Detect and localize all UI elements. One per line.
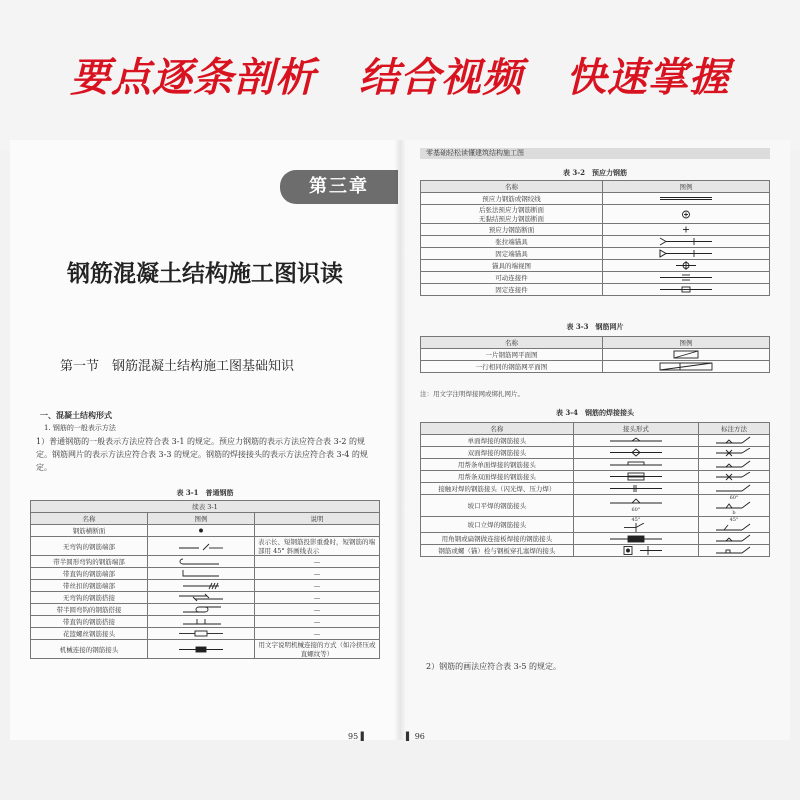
row-name: 带丝扣的钢筋端部 xyxy=(31,580,148,592)
row-name: 一行相同的钢筋网平面图 xyxy=(421,361,603,373)
groove-vertical-mark-icon xyxy=(699,517,770,533)
bar-end-slash-icon xyxy=(148,537,255,556)
row-name: 机械连接的钢筋接头 xyxy=(31,640,148,659)
row-name: 预应力钢筋或钢绞线 xyxy=(421,193,603,205)
table-continued-label: 续表 3-1 xyxy=(31,501,380,513)
lap-straight-icon xyxy=(148,616,255,628)
chapter-title: 钢筋混凝土结构施工图识读 xyxy=(67,260,343,287)
row-note: — xyxy=(255,556,380,568)
row-name: 预应力钢筋断面 xyxy=(421,224,603,236)
table-row xyxy=(31,616,380,628)
row-note: — xyxy=(255,616,380,628)
subsection-heading: 一、混凝土结构形式 xyxy=(40,410,112,420)
sub-subsection-heading: 1. 钢筋的一般表示方法 xyxy=(44,424,116,432)
row-name: 双面焊接的钢筋接头 xyxy=(421,447,574,459)
strap-double-weld-icon xyxy=(573,471,698,483)
row-name: 钢筋或螺（锚）栓与钢板穿孔塞焊的接头 xyxy=(421,545,574,557)
table-row xyxy=(421,459,770,471)
table-header: 名称 xyxy=(421,337,603,349)
row-name: 接触对焊的钢筋接头（闪光焊、压力焊） xyxy=(421,483,574,495)
angle-label: 45° xyxy=(631,517,641,523)
row-name: 坡口立焊的钢筋接头 xyxy=(421,517,574,533)
double-weld-joint-icon xyxy=(573,447,698,459)
weld-mark-icon xyxy=(699,471,770,483)
table-3-2 xyxy=(420,180,770,296)
row-name: 花篮螺丝钢筋接头 xyxy=(31,628,148,640)
table-row xyxy=(421,545,770,557)
weld-mark-icon xyxy=(699,447,770,459)
table-3-1 xyxy=(30,500,380,659)
table-header: 标注方法 xyxy=(699,423,770,435)
row-note: — xyxy=(255,604,380,616)
weld-mark-icon xyxy=(699,545,770,557)
row-name: 一片钢筋网平面图 xyxy=(421,349,603,361)
page-number-right: ▌ 96 xyxy=(406,732,425,741)
gap-label: b xyxy=(732,510,736,516)
running-header: 零基础轻松读懂建筑结构施工图 xyxy=(420,148,770,159)
chapter-badge: 第三章 xyxy=(280,170,398,204)
row-name: 可动连接件 xyxy=(421,272,603,284)
table-row xyxy=(421,435,770,447)
row-name: 固定端锚具 xyxy=(421,248,603,260)
row-name: 用帮条单面焊接的钢筋接头 xyxy=(421,459,574,471)
table-row xyxy=(421,349,770,361)
tension-anchor-icon xyxy=(603,236,770,248)
weld-mark-icon xyxy=(699,483,770,495)
mechanical-joint-icon xyxy=(148,640,255,659)
table-3-3 xyxy=(420,336,770,373)
row-name: 锚具的端视图 xyxy=(421,260,603,272)
table-header: 图例 xyxy=(148,513,255,525)
table-header: 名称 xyxy=(421,181,603,193)
row-name: 用角钢或扁钢做连接板焊接的钢筋接头 xyxy=(421,533,574,545)
groove-vertical-weld-icon xyxy=(573,517,698,533)
left-page xyxy=(10,140,400,740)
table-row xyxy=(31,537,380,556)
fixed-connector-icon xyxy=(603,284,770,296)
table-row xyxy=(31,580,380,592)
table-row xyxy=(421,272,770,284)
table-row xyxy=(31,592,380,604)
row-name: 张拉端锚具 xyxy=(421,236,603,248)
right-page xyxy=(400,140,790,740)
anchor-end-view-icon xyxy=(603,260,770,272)
table-row xyxy=(421,533,770,545)
double-line-icon xyxy=(603,193,770,205)
row-name: 后张法预应力钢筋断面 无黏结预应力钢筋断面 xyxy=(421,205,603,224)
weld-mark-icon xyxy=(699,459,770,471)
mesh-single-icon xyxy=(603,349,770,361)
table-row xyxy=(421,205,770,224)
mesh-row-icon xyxy=(603,361,770,373)
row-note: 用文字说明机械连接的方式（如冷挤压或直螺纹等） xyxy=(255,640,380,659)
table-row xyxy=(421,248,770,260)
row-note: 表示长、短钢筋投影重叠时，短钢筋的端部用 45° 斜画线表示 xyxy=(255,537,380,556)
semicircle-hook-icon xyxy=(148,556,255,568)
row-name: 无弯钩的钢筋搭接 xyxy=(31,592,148,604)
angle-plate-weld-icon xyxy=(573,533,698,545)
table-row xyxy=(421,517,770,533)
angle-label: 60° xyxy=(729,495,739,501)
weld-mark-icon xyxy=(699,435,770,447)
table-3-4 xyxy=(420,422,770,557)
row-note: — xyxy=(255,628,380,640)
row-note: — xyxy=(255,592,380,604)
strap-single-weld-icon xyxy=(573,459,698,471)
banner-phrase-3: 快速掌握 xyxy=(565,55,730,101)
banner-phrase-1: 要点逐条剖析 xyxy=(70,55,317,101)
butt-weld-joint-icon xyxy=(573,483,698,495)
trailing-paragraph: 2）钢筋的画法应符合表 3-5 的规定。 xyxy=(426,662,562,671)
row-name: 坡口平焊的钢筋接头 xyxy=(421,495,574,517)
turnbuckle-icon xyxy=(148,628,255,640)
row-name: 带半圆弯钩的钢筋搭接 xyxy=(31,604,148,616)
table-3-2-caption: 表 3-2 预应力钢筋 xyxy=(562,168,628,177)
book-spine-shadow xyxy=(394,140,406,740)
table-row xyxy=(31,568,380,580)
table-row xyxy=(31,556,380,568)
plus-icon xyxy=(603,224,770,236)
table-3-4-caption: 表 3-4 钢筋的焊接接头 xyxy=(555,408,635,417)
row-name: 带半圆形弯钩的钢筋端部 xyxy=(31,556,148,568)
table-3-3-caption: 表 3-3 钢筋网片 xyxy=(566,322,624,331)
table-3-1-caption: 表 3-1 普通钢筋 xyxy=(176,488,234,497)
table-row xyxy=(31,604,380,616)
row-name: 单面焊接的钢筋接头 xyxy=(421,435,574,447)
table-row xyxy=(421,224,770,236)
weld-mark-icon xyxy=(699,533,770,545)
row-name: 用帮条双面焊接的钢筋接头 xyxy=(421,471,574,483)
promo-banner xyxy=(0,0,800,150)
row-note: — xyxy=(255,580,380,592)
section-title: 第一节 钢筋混凝土结构施工图基础知识 xyxy=(60,359,295,374)
table-row xyxy=(421,193,770,205)
table-header: 图例 xyxy=(603,181,770,193)
table-header: 说明 xyxy=(255,513,380,525)
row-name: 固定连接件 xyxy=(421,284,603,296)
groove-flat-weld-icon xyxy=(573,495,698,517)
single-weld-joint-icon xyxy=(573,435,698,447)
table-row xyxy=(421,447,770,459)
lap-no-hook-icon xyxy=(148,592,255,604)
row-name: 无弯钩的钢筋端部 xyxy=(31,537,148,556)
circle-plus-icon xyxy=(603,205,770,224)
table-row xyxy=(421,361,770,373)
row-name: 钢筋横断面 xyxy=(31,525,148,537)
table-row xyxy=(421,495,770,517)
table-3-3-note: 注：用文字注明焊接网或绑扎网片。 xyxy=(420,390,524,398)
lap-semicircle-icon xyxy=(148,604,255,616)
row-name: 带直钩的钢筋端部 xyxy=(31,568,148,580)
table-row xyxy=(421,284,770,296)
table-row xyxy=(421,260,770,272)
page-number-left: 95 ▌ xyxy=(348,732,367,741)
row-name: 带直钩的钢筋搭接 xyxy=(31,616,148,628)
table-header: 名称 xyxy=(31,513,148,525)
angle-label: 45° xyxy=(729,517,739,523)
row-note xyxy=(255,525,380,537)
table-row xyxy=(31,640,380,659)
plug-weld-icon xyxy=(573,545,698,557)
table-header: 名称 xyxy=(421,423,574,435)
table-row xyxy=(421,471,770,483)
banner-phrase-2: 结合视频 xyxy=(359,55,523,101)
table-row xyxy=(31,525,380,537)
table-row xyxy=(31,628,380,640)
table-header: 图例 xyxy=(603,337,770,349)
row-note: — xyxy=(255,568,380,580)
groove-flat-mark-icon xyxy=(699,495,770,517)
table-row xyxy=(421,483,770,495)
table-row xyxy=(421,236,770,248)
thread-end-icon xyxy=(148,580,255,592)
angle-label: 60° xyxy=(631,507,641,513)
fixed-anchor-icon xyxy=(603,248,770,260)
movable-connector-icon xyxy=(603,272,770,284)
straight-hook-icon xyxy=(148,568,255,580)
open-book xyxy=(10,140,790,740)
body-paragraph: 1）普通钢筋的一般表示方法应符合表 3-1 的规定。预应力钢筋的表示方法应符合表 3-2 的规定。钢筋网片的表示方法应符合表 3-3 的规定。钢筋的焊接接头的表示方法应符合表 3-4 的规定。 xyxy=(36,437,368,472)
table-header: 接头形式 xyxy=(573,423,698,435)
dot-icon xyxy=(148,525,255,537)
banner-headline xyxy=(0,46,800,103)
